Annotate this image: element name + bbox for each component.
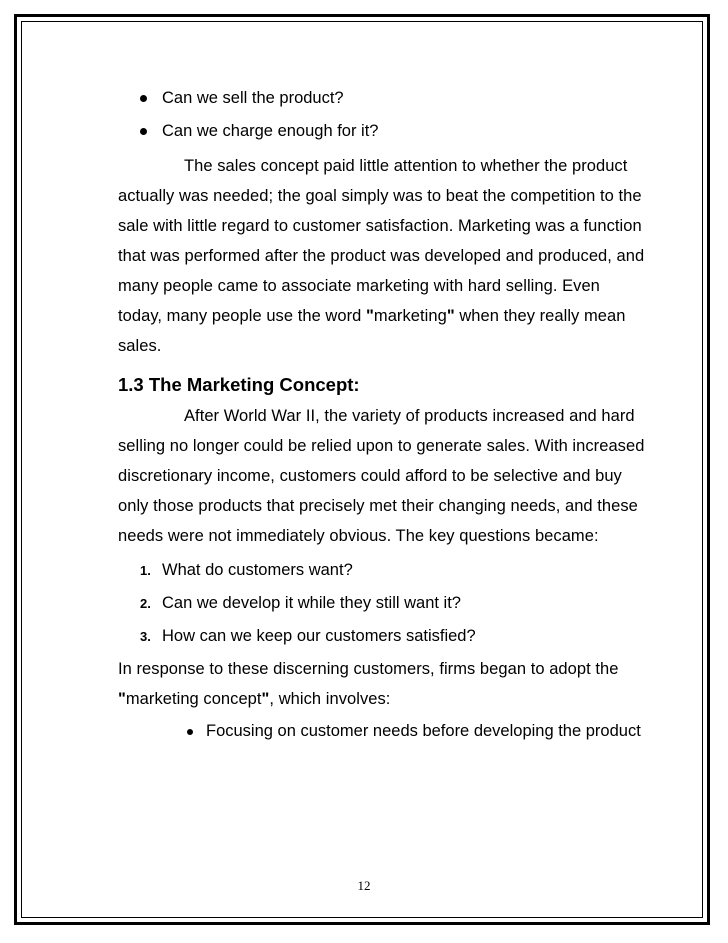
response-text-1: In response to these discerning customers, firms began to adopt the (118, 660, 619, 678)
bullet-text: Can we sell the product? (162, 89, 344, 107)
quoted-text: marketing concept (125, 690, 262, 708)
bullet-icon (140, 95, 147, 102)
item-number: 3. (140, 629, 151, 644)
sales-paragraph-text-1: The sales concept paid little attention to whether the product actually was needed; the goal simply was to beat the competition to the sale with little regard to customer satisfaction. Marketing was a function that was performed after the product was developed and produced, and many people came to associate marketing with hard selling. Even today, many people use the word (118, 157, 645, 325)
quote-mark: " (261, 690, 270, 708)
quote-mark: " (118, 690, 126, 708)
bullet-icon (187, 729, 193, 735)
bullet-text: Focusing on customer needs before developing the product (206, 722, 641, 740)
bullet-icon (140, 128, 147, 135)
quote-mark: " (446, 307, 455, 325)
item-text: Can we develop it while they still want it? (162, 594, 461, 612)
quoted-word: marketing (373, 307, 447, 325)
item-number: 2. (140, 596, 151, 611)
item-text: How can we keep our customers satisfied? (162, 627, 476, 645)
sales-paragraph-text-2: when they really mean sales. (118, 307, 626, 355)
numbered-item (118, 588, 646, 621)
marketing-paragraph-text: After World War II, the variety of products increased and hard selling no longer could be relied upon to generate sales. With increased discretionary income, customers could afford to be selective and buy only those products that precisely met their changing needs, and these needs were not immediately obvious. The key questions became: (118, 407, 645, 545)
marketing-concept-paragraph (118, 401, 646, 551)
bullet-item (118, 83, 646, 116)
bullet-item (118, 116, 646, 149)
section-heading: 1.3 The Marketing Concept: (118, 374, 360, 395)
bullet-text: Can we charge enough for it? (162, 122, 379, 140)
item-text: What do customers want? (162, 561, 353, 579)
page-content (118, 83, 646, 746)
response-paragraph (118, 654, 646, 714)
item-number: 1. (140, 563, 151, 578)
numbered-item (118, 555, 646, 588)
numbered-item (118, 621, 646, 654)
quote-mark: " (366, 307, 374, 325)
bullet-item (118, 716, 646, 746)
page-number: 12 (357, 878, 371, 893)
sales-concept-paragraph (118, 151, 646, 361)
response-text-2: , which involves: (269, 690, 391, 708)
